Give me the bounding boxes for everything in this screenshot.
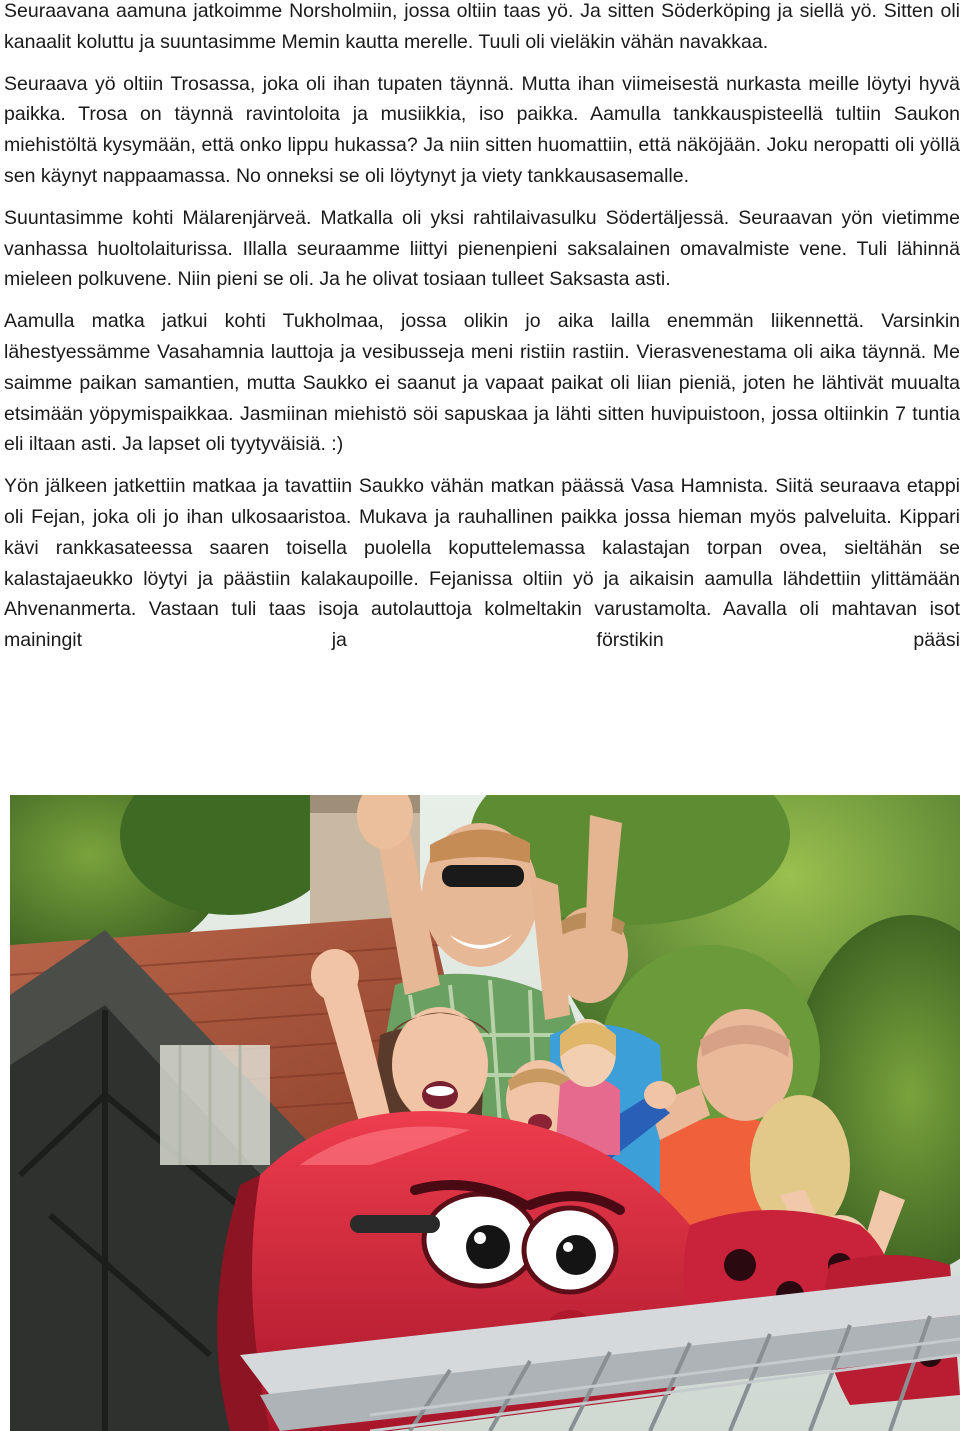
paragraph-3: Suuntasimme kohti Mälarenjärveä. Matkalla oli yksi rahtilaivasulku Södertäljessä. Seuraavan yön vietimme vanhassa huoltolaiturissa. Illalla seuraamme liittyi pienenpieni saksalainen omavalmiste vene. Tuli lähinnä mieleen polkuvene. Niin pieni se oli. Ja he olivat tosiaan tulleet Saksasta asti. (4, 206, 960, 291)
body-text (4, 0, 960, 667)
photo-illustration (10, 795, 960, 1431)
paragraph-2: Seuraava yö oltiin Trosassa, joka oli ihan tupaten täynnä. Mutta ihan viimeisestä nurkasta meille löytyi hyvä paikka. Trosa on täynnä ravintoloita ja musiikkia, iso paikka. Aamulla tankkauspisteellä tultiin Saukon miehistöltä kysymään, että onko lippu hukassa? Ja niin sitten huomattiin, että näköjään. Joku neropatti oli yöllä sen käynyt nappaamassa. No onneksi se oli löytynyt ja viety tankkausasemalle. (4, 72, 960, 187)
photo-rollercoaster (10, 795, 960, 1431)
paragraph-1: Seuraavana aamuna jatkoimme Norsholmiin, jossa oltiin taas yö. Ja sitten Söderköping ja siellä yö. Sitten oli kanaalit koluttu ja suuntasimme Memin kautta merelle. Tuuli oli vieläkin vähän navakkaa. (4, 0, 960, 53)
paragraph-4: Aamulla matka jatkui kohti Tukholmaa, jossa olikin jo aika lailla enemmän liikennettä. Varsinkin lähestyessämme Vasahamnia lauttoja ja vesibusseja meni ristiin rastiin. Vierasvenestama oli aika täynnä. Me saimme paikan samantien, mutta Saukko ei saanut ja vapaat paikat oli liian pieniä, joten he lähtivät muualta etsimään yöpymispaikkaa. Jasmiinan miehistö söi sapuskaa ja lähti sitten huvipuistoon, jossa oltiinkin 7 tuntia eli iltaan asti. Ja lapset oli tyytyväisiä. :) (4, 310, 960, 456)
paragraph-5: Yön jälkeen jatkettiin matkaa ja tavattiin Saukko vähän matkan päässä Vasa Hamnista. Siitä seuraava etappi oli Fejan, joka oli jo ihan ulkosaaristoa. Mukava ja rauhallinen paikka jossa hieman myös palveluita. Kippari kävi rankkasateessa saaren toisella puolella koputtelemassa kalastajan torpan ovea, sieltähän se kalastajaeukko löytyi ja päästiin kalakaupoille. Fejanissa oltiin yö ja aikaisin aamulla lähdettiin ylittämään Ahvenanmerta. Vastaan tuli taas isoja autolauttoja kolmeltakin varustamolta. Aavalla oli mahtavan isot mainingit ja förstikin pääsi (4, 475, 960, 652)
